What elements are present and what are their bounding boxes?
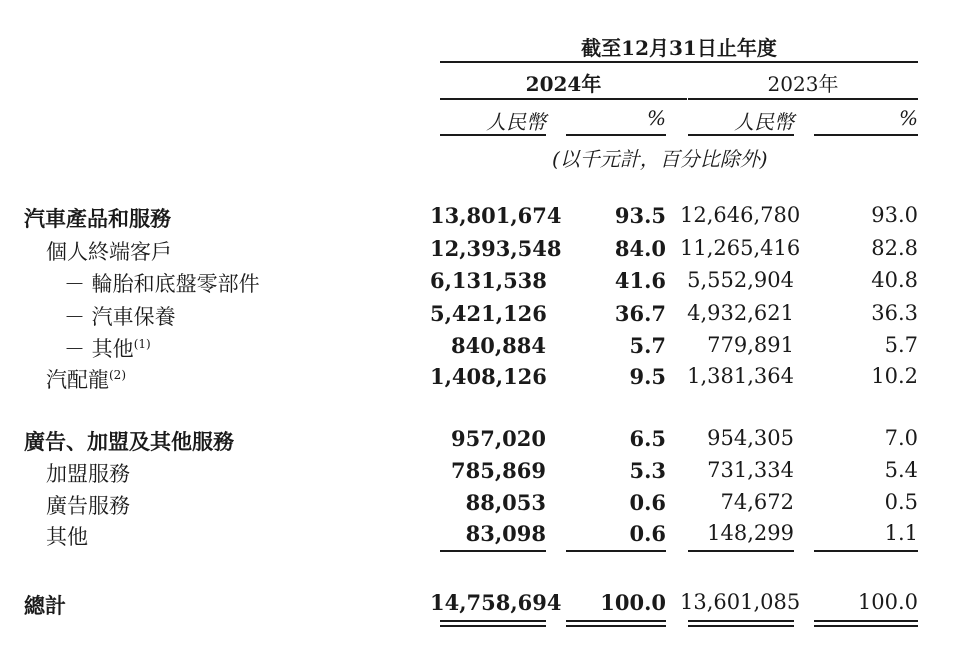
value-2024: 88,053 [465, 490, 546, 515]
row-label: － 輪胎和底盤零部件 [64, 272, 260, 296]
total-double-line-4a [814, 620, 918, 622]
pct-2023: 5.7 [884, 333, 918, 357]
value-2024: 6,131,538 [430, 268, 547, 293]
period-header: 截至12月31日止年度 [581, 36, 777, 60]
total-double-line-3a [688, 620, 794, 622]
row-label: － 其他$^{(1)}$ [64, 337, 151, 361]
subtotal-line-rmb-2023 [688, 550, 794, 552]
row-label: 其他 [46, 525, 88, 549]
year-2024-header: 2024年 [525, 72, 602, 96]
row-label: 汽車產品和服務 [24, 206, 171, 231]
pct-2024: 6.5 [629, 426, 666, 451]
col-rmb-2023-underline [688, 134, 794, 136]
value-2023: 954,305 [707, 426, 794, 450]
period-underline [440, 61, 918, 63]
footnote-marker: (2) [109, 368, 126, 382]
total-double-line-3b [688, 625, 794, 627]
year-2023-underline [688, 98, 918, 100]
value-2023: 11,265,416 [680, 236, 801, 260]
value-2023: 779,891 [707, 333, 794, 357]
pct-2023: 36.3 [871, 301, 918, 325]
row-label: 總計 [24, 593, 66, 618]
pct-2024: 0.6 [629, 490, 666, 515]
pct-2024: 84.0 [614, 236, 666, 261]
value-2024: 5,421,126 [430, 301, 547, 326]
year-2024-underline [440, 98, 687, 100]
pct-2024: 5.3 [629, 458, 666, 483]
col-rmb-2023: 人民幣 [734, 110, 794, 134]
total-double-line-1b [440, 625, 546, 627]
total-double-line-2a [566, 620, 666, 622]
value-2023: 12,646,780 [680, 203, 801, 227]
subtotal-line-pct-2023 [814, 550, 918, 552]
pct-2024: 5.7 [629, 333, 666, 358]
value-2024: 957,020 [451, 426, 546, 451]
value-2023: 74,672 [720, 490, 794, 514]
col-pct-2023-underline [814, 134, 918, 136]
pct-2023: 93.0 [871, 203, 918, 227]
year-2023-header: 2023年 [767, 72, 839, 96]
pct-2024: 36.7 [614, 301, 666, 326]
col-rmb-2024-underline [440, 134, 546, 136]
value-2024: 14,758,694 [430, 590, 562, 615]
value-2023: 4,932,621 [687, 301, 794, 325]
pct-2024: 0.6 [629, 521, 666, 546]
value-2024: 12,393,548 [430, 236, 562, 261]
row-label: 汽配龍$^{(2)}$ [46, 368, 126, 392]
pct-2023: 0.5 [884, 490, 918, 514]
total-double-line-1a [440, 620, 546, 622]
value-2023: 731,334 [707, 458, 794, 482]
value-2023: 5,552,904 [687, 268, 794, 292]
col-pct-2024: % [646, 106, 666, 130]
value-2023: 148,299 [707, 521, 794, 545]
total-double-line-4b [814, 625, 918, 627]
row-label: 廣告、加盟及其他服務 [24, 429, 234, 454]
pct-2023: 7.0 [884, 426, 918, 450]
pct-2024: 100.0 [600, 590, 666, 615]
value-2024: 83,098 [465, 521, 546, 546]
pct-2023: 1.1 [884, 521, 918, 545]
value-2023: 1,381,364 [687, 364, 794, 388]
col-rmb-2024: 人民幣 [486, 110, 546, 134]
row-label: － 汽車保養 [64, 305, 176, 329]
pct-2023: 10.2 [871, 364, 918, 388]
value-2023: 13,601,085 [680, 590, 801, 614]
unit-note: (以千元計，百分比除外) [552, 147, 768, 171]
pct-2023: 5.4 [884, 458, 918, 482]
value-2024: 1,408,126 [430, 364, 547, 389]
pct-2023: 100.0 [857, 590, 918, 614]
total-double-line-2b [566, 625, 666, 627]
col-pct-2023: % [898, 106, 918, 130]
value-2024: 13,801,674 [430, 203, 562, 228]
row-label: 個人終端客戶 [46, 240, 172, 264]
pct-2024: 93.5 [614, 203, 666, 228]
subtotal-line-rmb-2024 [440, 550, 546, 552]
value-2024: 840,884 [451, 333, 546, 358]
pct-2024: 41.6 [614, 268, 666, 293]
col-pct-2024-underline [566, 134, 666, 136]
row-label: 廣告服務 [46, 494, 130, 518]
subtotal-line-pct-2024 [566, 550, 666, 552]
value-2024: 785,869 [451, 458, 546, 483]
pct-2024: 9.5 [629, 364, 666, 389]
pct-2023: 82.8 [871, 236, 918, 260]
pct-2023: 40.8 [871, 268, 918, 292]
row-label: 加盟服務 [46, 462, 130, 486]
footnote-marker: (1) [133, 337, 151, 351]
